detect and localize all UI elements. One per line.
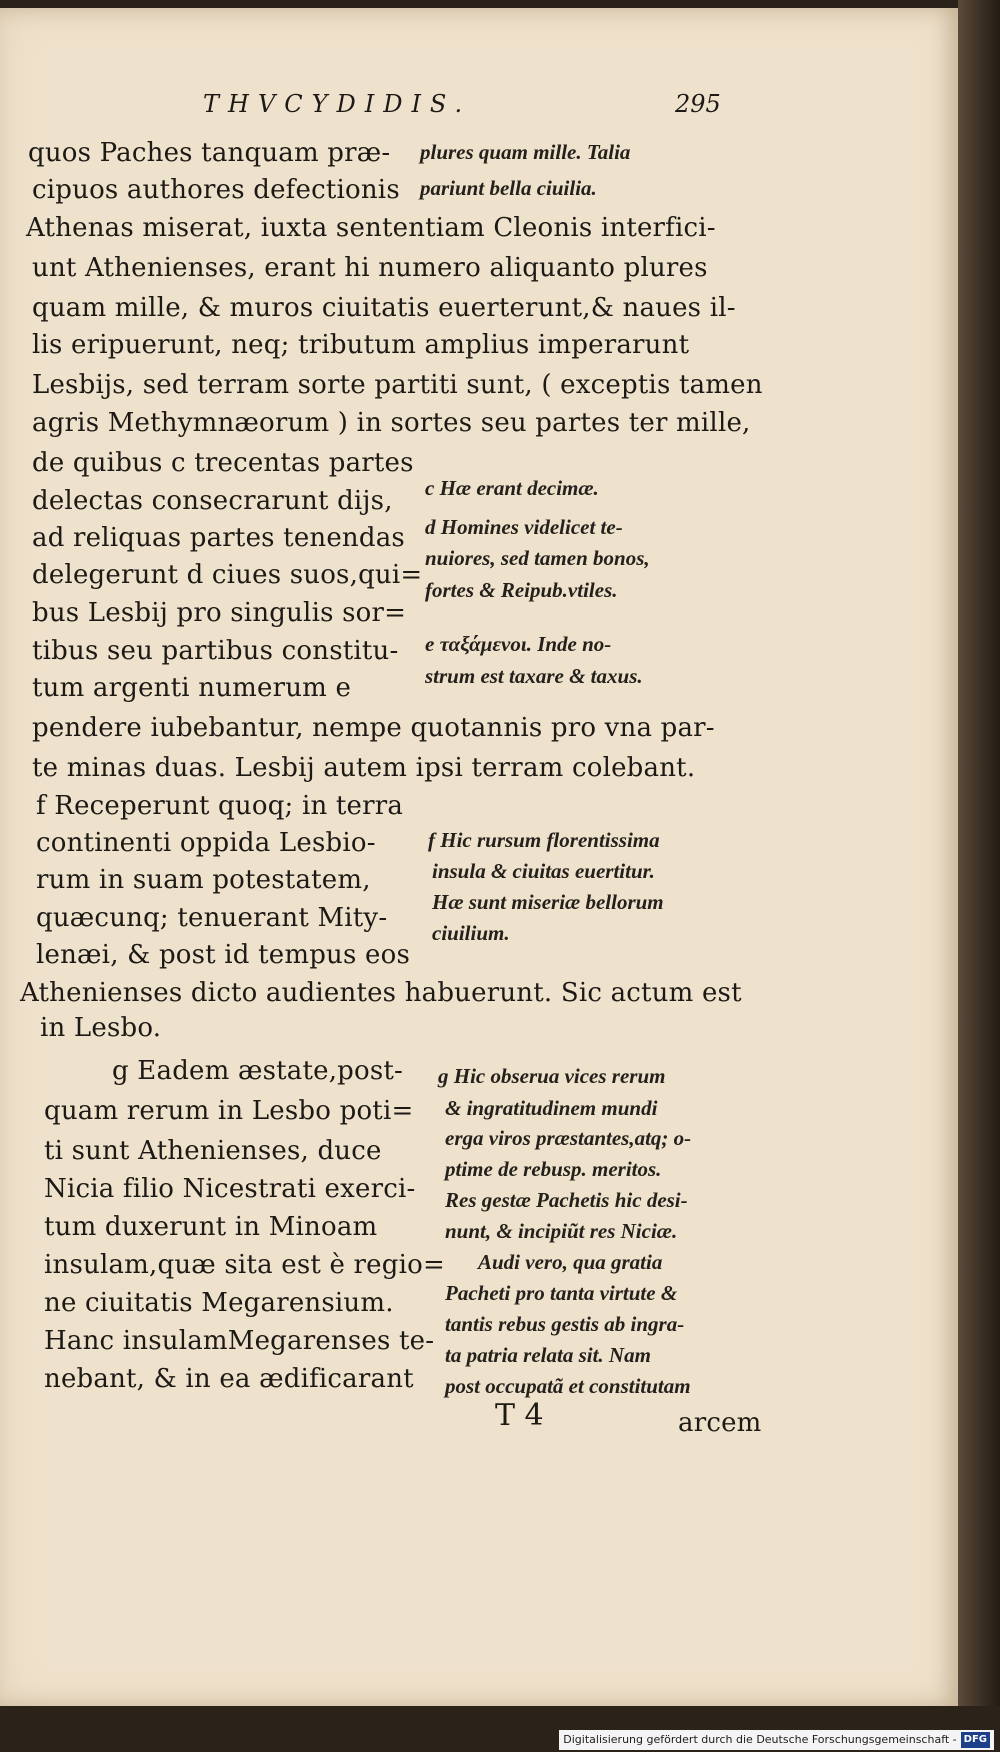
margin-note-line: tantis rebus gestis ab ingra- [445,1312,685,1336]
main-text-line: g Eadem æstate,post- [112,1056,404,1086]
margin-note-line: & ingratitudinem mundi [445,1096,658,1120]
margin-note-line: fortes & Reipub.vtiles. [425,578,618,602]
main-text-line: ti sunt Athenienses, duce [44,1136,382,1166]
main-text-line: ne ciuitatis Megarensium. [44,1288,394,1318]
margin-note-line: pariunt bella ciuilia. [420,176,597,200]
main-text-line: unt Athenienses, erant hi numero aliquanto plures [32,253,708,283]
main-text-line: Athenienses dicto audientes habuerunt. Sic actum est [20,978,742,1008]
margin-note-line: ciuilium. [432,921,510,945]
margin-note-line: Pacheti pro tanta virtute & [445,1281,678,1305]
margin-note-line: erga viros præstantes,atq; o- [445,1126,692,1150]
main-text-line: in Lesbo. [40,1013,162,1043]
margin-note-line: insula & ciuitas euertitur. [432,859,655,883]
main-text-line: insulam,quæ sita est è regio= [44,1250,445,1280]
folio-number: 295 [675,90,721,118]
main-text-line: quam mille, & muros ciuitatis euerterunt,& naues il- [32,293,736,323]
margin-note-line: ptime de rebusp. meritos. [445,1157,662,1181]
margin-note-line: strum est taxare & taxus. [425,664,643,688]
main-text-line: bus Lesbij pro singulis sor= [32,598,407,628]
margin-note-line: Audi vero, qua gratia [478,1250,663,1274]
margin-note-line: Hæ sunt miseriæ bellorum [432,890,664,914]
margin-note-line: g Hic obserua vices rerum [438,1064,666,1088]
main-text-line: quæcunq; tenuerant Mity- [36,903,388,933]
main-text-line: tum argenti numerum e [32,673,352,703]
main-text-line: ad reliquas partes tenendas [32,523,405,553]
margin-note-line: e ταξάμενοι. Inde no- [425,632,612,656]
margin-note-line: nunt, & incipiũt res Niciæ. [445,1219,678,1243]
main-text-line: f Receperunt quoq; in terra [36,791,404,821]
main-text-line: tibus seu partibus constitu- [32,636,399,666]
digitization-credit [559,1730,994,1750]
main-text-line: cipuos authores defectionis [32,175,400,205]
main-text-line: Nicia filio Nicestrati exerci- [44,1174,416,1204]
margin-note-line: d Homines videlicet te- [425,515,623,539]
main-text-line: tum duxerunt in Minoam [44,1212,378,1242]
main-text-line: agris Methymnæorum ) in sortes seu partes ter mille, [32,408,751,438]
margin-note-line: nuiores, sed tamen bonos, [425,546,650,570]
main-text-line: quam rerum in Lesbo poti= [44,1096,414,1126]
main-text-line: Athenas miserat, iuxta sententiam Cleonis interfici- [26,213,716,243]
credit-text: Digitalisierung gefördert durch die Deutsche Forschungsgemeinschaft - [563,1733,957,1746]
main-text-line: continenti oppida Lesbio- [36,828,376,858]
main-text-line: Lesbijs, sed terram sorte partiti sunt, ( exceptis tamen [32,370,763,400]
main-text-line: nebant, & in ea ædificarant [44,1364,414,1394]
main-text-line: de quibus c trecentas partes [32,448,414,478]
margin-note-line: f Hic rursum florentissima [428,828,660,852]
main-text-line: delectas consecrarunt dijs, [32,486,393,516]
page-edge [958,0,1000,1752]
main-text-line: pendere iubebantur, nempe quotannis pro vna par- [32,713,715,743]
main-text-line: lis eripuerunt, neq; tributum amplius imperarunt [32,330,690,360]
main-text-line: delegerunt d ciues suos,qui= [32,560,423,590]
dfg-logo: DFG [961,1732,990,1748]
main-text-line: lenæi, & post id tempus eos [36,940,410,970]
margin-note-line: c Hæ erant decimæ. [425,476,599,500]
book-page [0,8,958,1706]
main-text-line: te minas duas. Lesbij autem ipsi terram colebant. [32,753,696,783]
main-text-line: Hanc insulamMegarenses te- [44,1326,435,1356]
margin-note-line: ta patria relata sit. Nam [445,1343,651,1367]
margin-note-line: Res gestæ Pachetis hic desi- [445,1188,688,1212]
margin-note-line: post occupatã et constitutam [445,1374,691,1398]
catchword: arcem [678,1408,762,1438]
running-title: THVCYDIDIS. [203,90,472,118]
main-text-line: rum in suam potestatem, [36,865,371,895]
main-text-line: quos Paches tanquam præ- [28,138,391,168]
margin-note-line: plures quam mille. Talia [420,140,631,164]
signature-mark: T 4 [495,1398,544,1433]
